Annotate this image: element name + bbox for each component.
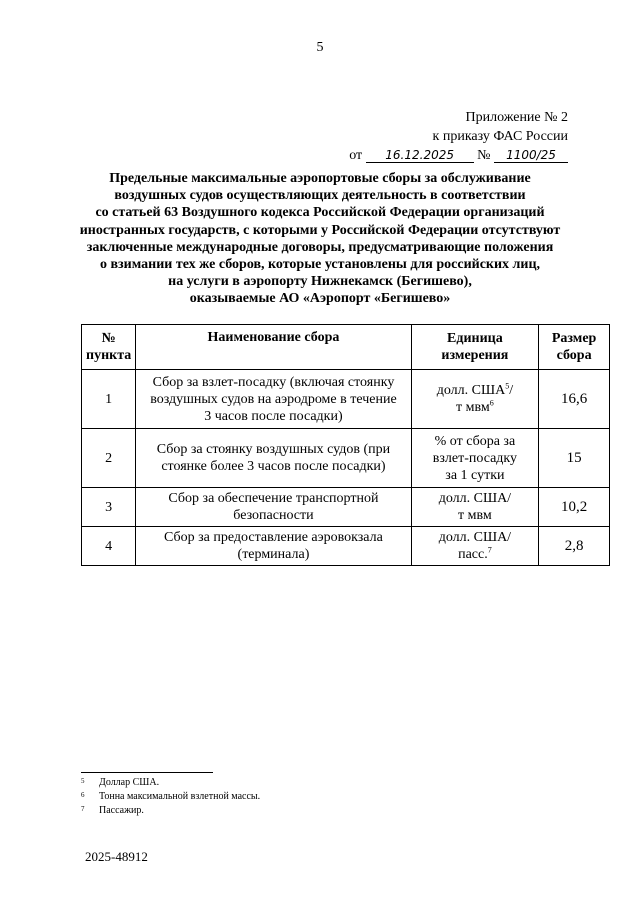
fee-unit: долл. США$^5$/ т мвм$^6$ xyxy=(411,370,539,429)
fee-amount: 10,2 xyxy=(539,488,610,527)
header-fee-name: Наименование сбора xyxy=(136,325,411,370)
page-number: 5 xyxy=(316,40,324,55)
footnote-mark: 6 xyxy=(81,791,85,799)
title-line: Предельные максимальные аэропортовые сборы за обслуживание xyxy=(109,171,531,186)
title-line: воздушных судов осуществляющих деятельность в соответствии xyxy=(114,188,526,204)
appendix-date-number xyxy=(349,146,568,165)
appendix-header xyxy=(349,108,568,165)
footnote-ref: 5 xyxy=(505,381,510,391)
title-line: оказываемые АО «Аэропорт «Бегишево» xyxy=(189,291,451,307)
title-line: иностранных государств, с которыми у Российской Федерации отсутствуют xyxy=(79,222,561,238)
footnote xyxy=(81,804,260,818)
header-unit: Единица измерения xyxy=(411,325,539,370)
footnote xyxy=(81,776,260,790)
appendix-order-ref: к приказу ФАС России xyxy=(432,129,568,144)
footnote-text: Тонна максимальной взлетной массы. xyxy=(99,791,261,802)
row-number: 3 xyxy=(82,488,136,527)
table-header-row xyxy=(82,325,610,370)
table-row xyxy=(82,370,610,429)
fee-amount: 16,6 xyxy=(539,370,610,429)
title-line: о взимании тех же сборов, которые установлены для российских лиц, xyxy=(99,257,541,273)
row-number: 1 xyxy=(82,370,136,429)
fee-name: Сбор за обеспечение транспортной безопасности xyxy=(136,488,411,527)
row-number: 4 xyxy=(82,527,136,566)
fee-unit: % от сбора за взлет-посадку за 1 сутки xyxy=(411,429,539,488)
fee-amount: 15 xyxy=(539,429,610,488)
row-number: 2 xyxy=(82,429,136,488)
date-prefix: от xyxy=(349,148,363,163)
title-line: на услуги в аэропорту Нижнекамск (Бегишево), xyxy=(168,274,472,290)
fee-name: Сбор за стоянку воздушных судов (при стоянке более 3 часов после посадки) xyxy=(136,429,411,488)
footnote xyxy=(81,790,260,804)
fee-unit: долл. США/ пасс.$^7$ xyxy=(411,527,539,566)
document-title xyxy=(60,170,580,308)
document-id: 2025-48912 xyxy=(85,849,148,864)
footnote-ref: 7 xyxy=(487,545,492,555)
footnote-mark: 5 xyxy=(81,777,85,785)
table-row xyxy=(82,527,610,566)
header-amount: Размер сбора xyxy=(539,325,610,370)
footnotes xyxy=(81,776,260,818)
table-row xyxy=(82,488,610,527)
appendix-title: Приложение № 2 xyxy=(465,110,568,125)
handwritten-order-number: 1100/25 xyxy=(494,148,568,163)
fees-table xyxy=(81,324,610,566)
header-item-number: № пункта xyxy=(82,325,136,370)
handwritten-date: 16.12.2025 xyxy=(366,148,474,163)
footnote-ref: 6 xyxy=(489,398,494,408)
footnote-text: Доллар США. xyxy=(99,777,160,788)
fee-name: Сбор за взлет-посадку (включая стоянку воздушных судов на аэродроме в течение 3 часов после посадки) xyxy=(136,370,411,429)
fee-amount: 2,8 xyxy=(539,527,610,566)
footnote-mark: 7 xyxy=(81,805,85,813)
table-row xyxy=(82,429,610,488)
title-line: заключенные международные договоры, предусматривающие положения xyxy=(86,239,554,255)
fee-name: Сбор за предоставление аэровокзала (терминала) xyxy=(136,527,411,566)
number-prefix: № xyxy=(477,148,491,163)
footnote-separator xyxy=(81,772,213,773)
footnote-text: Пассажир. xyxy=(99,805,144,816)
title-line: со статьей 63 Воздушного кодекса Российской Федерации организаций xyxy=(95,205,545,221)
fee-unit: долл. США/ т мвм xyxy=(411,488,539,527)
